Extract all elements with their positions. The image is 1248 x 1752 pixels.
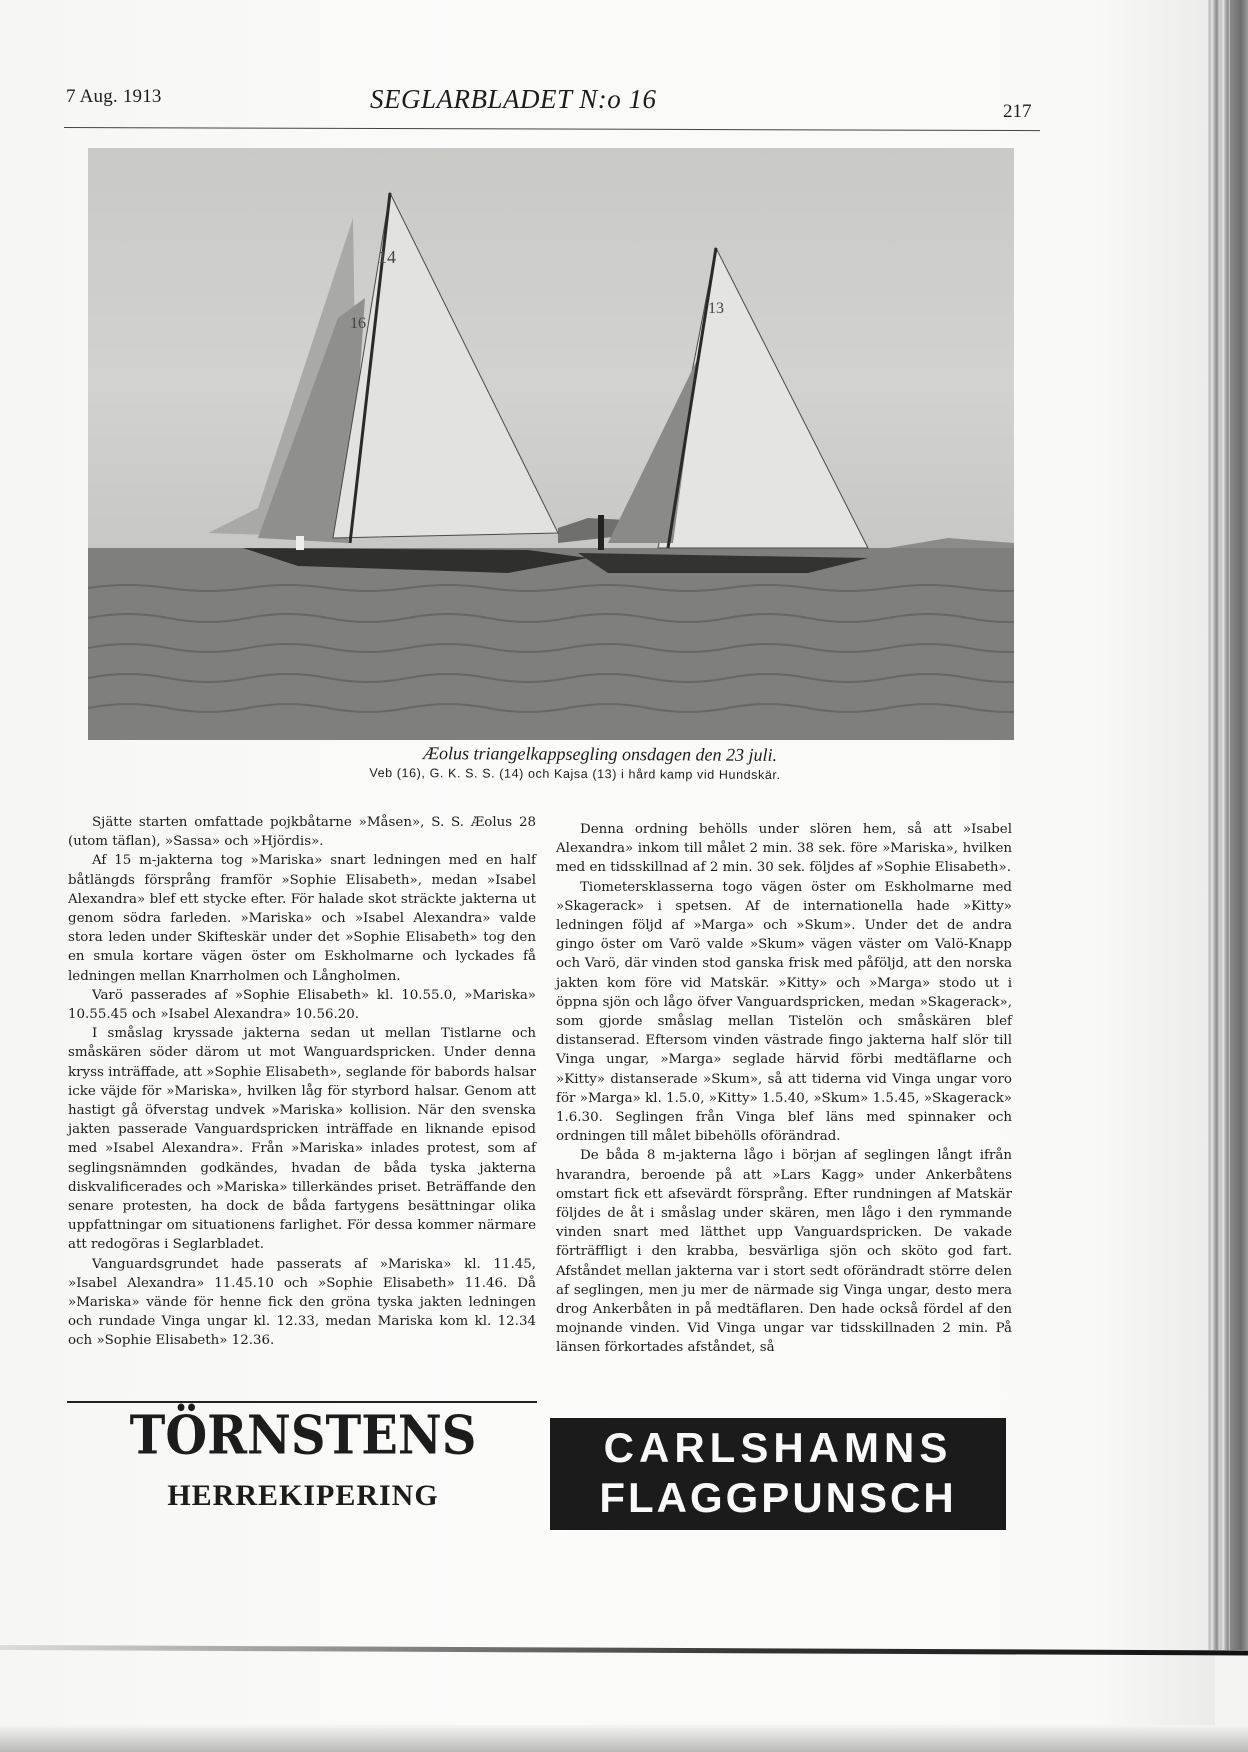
page-shadow [0,1725,1248,1752]
paragraph: Af 15 m-jakterna tog »Mariska» snart ledningen med en half båtlängds försprång framför »Sophie Elisabeth», medan »Isabel Alexandra» blef ett stycke efter. För halade skot sträckte jakterna ut genom södra farleden. »Mariska» och »Isabel Alexandra» valde stora leden under Skifteskär under det »Sophie Elisabeth» tog den en smula kortare vägen öster om Eskholmarne och lyckades få ledningen mellan Knarrholmen och Långholmen. [68,853,536,984]
crew-figure [598,515,604,550]
issue-date: 7 Aug. 1913 [66,86,162,107]
sail-main-left [333,193,558,538]
photo-caption-title: Æolus triangelkappsegling onsdagen den 23 juli. [422,743,778,765]
sailboats-illustration [88,148,1014,740]
paragraph: I småslag kryssade jakterna sedan ut mellan Tistlarne och småskären söder därom ut mot Wanguardspricken. Under denna kryss inträffade, att »Sophie Elisabeth», seglande för babords halsar icke väjde för »Mariska», hvilken låg för styrbord halsar. Genom att hastigt gå öfverstag undvek »Mariska» kollision. När den svenska jakten passerade Vanguardspricken inträffade en liknande episod med »Isabel Alexandra». Från »Mariska» inlades protest, som af seglingsnämnden godkändes, hvadan de båda tyska jakterna diskvalificerades och »Mariska» tillerkändes priset. Beträffande den senare protesten, ha dock de båda fartygens besättningar olika uppfattningar om situationens farlighet. För dessa kommer närmare att redogöras i Seglarbladet. [68,1026,536,1253]
ad-line-2: FLAGGPUNSCH [599,1474,957,1521]
sail-number-back: 16 [350,315,366,332]
page-number: 217 [1003,101,1032,122]
sail-number-left: 14 [378,247,396,267]
paragraph: Vanguardsgrundet hade passerats af »Mariska» kl. 11.45, »Isabel Alexandra» 11.45.10 och »Sophie Elisabeth» 11.46. Då »Mariska» vände för henne fick den gröna tyska jakten ledningen och rundade Vinga ungar kl. 12.33, medan Mariska kom kl. 12.34 och »Sophie Elisabeth» 12.36. [68,1256,536,1349]
book-cover-edge [1230,0,1248,1650]
ad-brand-name: TÖRNSTENS [129,1404,477,1467]
publication-title: SEGLARBLADET N:o 16 [370,84,657,114]
paragraph: De båda 8 m-jakterna lågo i början af seglingen långt ifrån hvarandra, beroende på att »Lars Kagg» under Ankerbåtens omstart fick ett afsevärdt försprång. Efter rundningen af Matskär följdes de åt i småslag under skären, men lågo i den rymmande vinden snart med lätthet upp Vanguardspricken. De vakade förträffligt i den krabba, besvärliga sjön och sköto god fart. Afståndet mellan jakterna var i stort sedt oförändradt större delen af seglingen, men ju mer de närmade sig Vinga ungar, desto mera drog Ankerbåten in på medtäflaren. Den hade också fördel af den mojnande vinden. Vid Vinga ungar var tidsskillnaden 2 min. På länsen förkortades afståndet, så [556,1148,1012,1356]
paragraph: Tiometersklasserna togo vägen öster om Eskholmarne med »Skagerack» i spetsen. Af de internationella hade »Kitty» ledningen följd af »Marga» och »Skum». Under det de andra gingo öster om Varö valde »Skum» vägen väster om Valö-Knapp och Varö, där vinden stod ganska frisk med påföljd, att den norska jakten kom före vid Matskär. »Kitty» och »Marga» stodo ut i öppna sjön och lågo öfver Vanguardspricken, medan »Skagerack», som gjorde småslag mellan Tistelön och småskären blef distanserad. Eftersom vinden västrade fingo jakterna half slör till Vinga ungar, »Marga» seglade härvid förbi medtäflarne och »Kitty» distanserade »Skum», så att tiderna vid Vinga ungar voro för »Marga» kl. 1.5.0, »Kitty» 1.5.40, »Skum» 1.5.45, »Skagerack» 1.6.30. Seglingen från Vinga blef läns med spinnaker och ordningen till målet bibehölls oförändrad. [556,879,1012,1145]
crew-figure [296,536,304,550]
ad-rule [67,1401,537,1403]
paragraph: Denna ordning behölls under slören hem, så att »Isabel Alexandra» inkom till målet 2 min. 38 sek. före »Mariska», hvilken med en tidsskillnad af 2 min. 30 sek. följdes af »Sophie Elisabeth». [556,822,1012,876]
paragraph: Sjätte starten omfattade pojkbåtarne »Måsen», S. S. Æolus 28 (utom täflan), »Sassa» och »Hjördis». [68,815,536,850]
header-rule [64,127,1040,131]
photo-caption-subtitle: Veb (16), G. K. S. S. (14) och Kajsa (13) i hård kamp vid Hundskär. [369,765,781,783]
article-column-right [556,820,1012,1358]
advertisement-carlshamns [550,1418,1006,1530]
sailing-photo [88,148,1014,740]
paragraph: Varö passerades af »Sophie Elisabeth» kl. 10.55.0, »Mariska» 10.55.45 och »Isabel Alexandra» 10.56.20. [68,987,536,1023]
ad-line-1: CARLSHAMNS [603,1424,953,1471]
sail-number-right: 13 [708,300,724,317]
article-column-left [68,813,536,1351]
ad-tagline: HERREKIPERING [167,1479,439,1512]
